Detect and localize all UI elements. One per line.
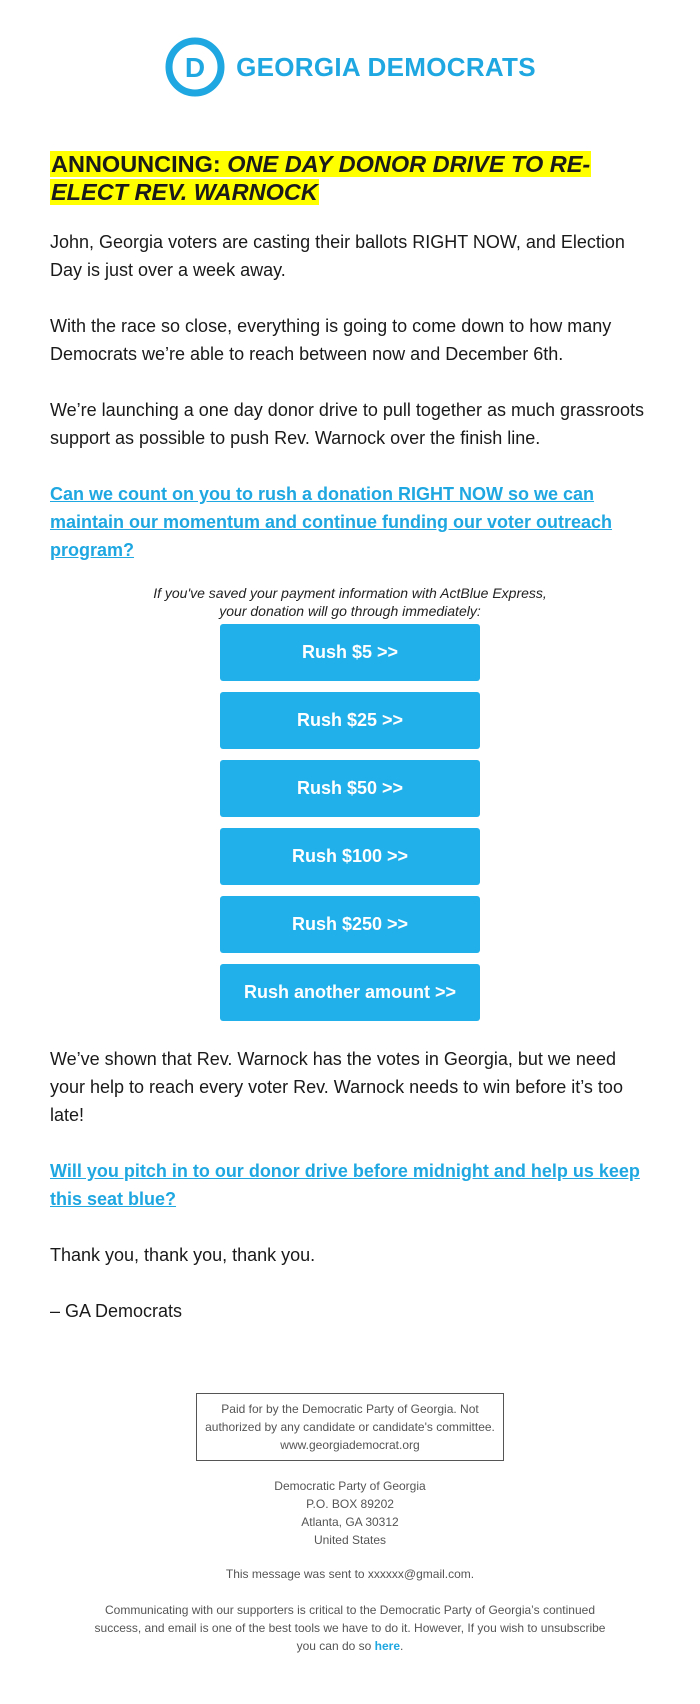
svg-text:D: D (184, 52, 206, 83)
rush-50-button[interactable]: Rush $50 >> (220, 760, 480, 817)
rush-5-button[interactable]: Rush $5 >> (220, 624, 480, 681)
donation-cta-link[interactable]: Can we count on you to rush a donation RIGHT NOW so we can maintain our momentum and continue funding our voter outreach program? (50, 484, 613, 560)
actblue-note (50, 584, 650, 620)
org-name: Democratic Party of Georgia (274, 1479, 426, 1493)
paragraph-thanks: Thank you, thank you, thank you. (50, 1245, 316, 1265)
pitch-in-cta-link[interactable]: Will you pitch in to our donor drive before midnight and help us keep this seat blue? (50, 1161, 640, 1209)
headline-emphasis: ONE DAY DONOR DRIVE TO RE-ELECT REV. WARNOCK (51, 151, 591, 205)
paragraph-votes: We’ve shown that Rev. Warnock has the votes in Georgia, but we need your help to reach every voter Rev. Warnock needs to win before it’s too late! (50, 1049, 623, 1125)
donation-buttons (50, 624, 650, 1032)
signature: – GA Democrats (50, 1301, 183, 1321)
rush-25-button[interactable]: Rush $25 >> (220, 692, 480, 749)
mailing-address (0, 1477, 700, 1549)
paragraph-race: With the race so close, everything is going to come down to how many Democrats we’re able to reach between now and December 6th. (50, 316, 612, 364)
actblue-note-line1: If you've saved your payment information with ActBlue Express, (153, 585, 547, 601)
sent-to-notice: This message was sent to xxxxxx@gmail.com. (225, 1567, 475, 1581)
brand-logo[interactable] (0, 36, 700, 98)
unsubscribe-notice (90, 1601, 610, 1655)
footer (0, 1393, 700, 1655)
disclaimer-website: www.georgiademocrat.org (280, 1438, 420, 1452)
po-box: P.O. BOX 89202 (306, 1497, 394, 1511)
email-body (50, 150, 650, 1325)
rush-other-amount-button[interactable]: Rush another amount >> (220, 964, 480, 1021)
disclaimer-line2: authorized by any candidate or candidate's committee. (205, 1420, 495, 1434)
paid-for-disclaimer (196, 1393, 504, 1461)
paragraph-drive: We’re launching a one day donor drive to pull together as much grassroots support as possible to push Rev. Warnock over the finish line. (50, 400, 645, 448)
democrats-d-logo-icon (164, 36, 226, 98)
rush-250-button[interactable]: Rush $250 >> (220, 896, 480, 953)
disclaimer-line1: Paid for by the Democratic Party of Georgia. Not (221, 1402, 479, 1416)
country: United States (313, 1533, 387, 1547)
brand-name: GEORGIA DEMOCRATS (236, 51, 536, 82)
city-state-zip: Atlanta, GA 30312 (301, 1515, 399, 1529)
paragraph-intro: John, Georgia voters are casting their ballots RIGHT NOW, and Election Day is just over a week away. (50, 232, 625, 280)
headline-prefix: ANNOUNCING: (51, 151, 221, 177)
unsubscribe-end: . (400, 1639, 404, 1653)
rush-100-button[interactable]: Rush $100 >> (220, 828, 480, 885)
unsubscribe-text: Communicating with our supporters is critical to the Democratic Party of Georgia’s continued success, and email is one of the best tools we have to do it. However, If you wish to unsubscribe you can do so (94, 1603, 606, 1653)
headline (50, 150, 650, 206)
actblue-note-line2: your donation will go through immediately: (219, 603, 481, 619)
unsubscribe-link[interactable]: here (374, 1639, 401, 1653)
